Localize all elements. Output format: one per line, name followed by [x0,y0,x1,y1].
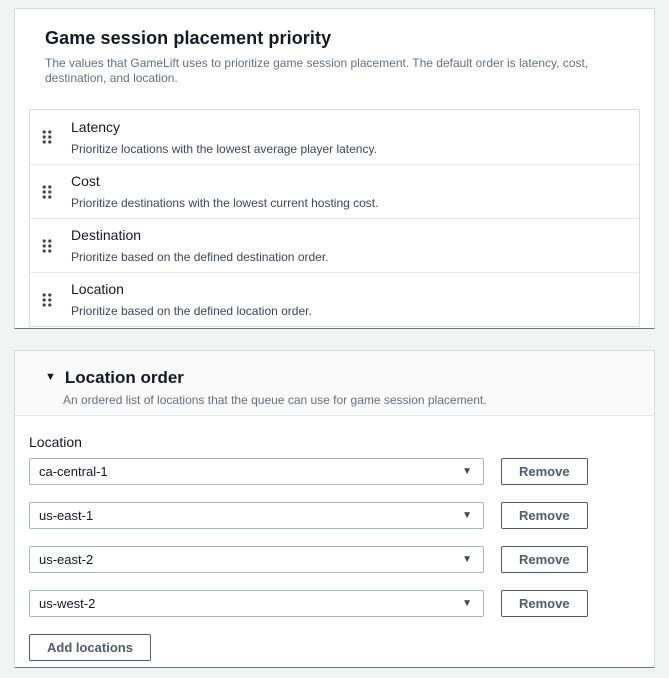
remove-button[interactable]: Remove [501,458,588,485]
priority-row-description: Prioritize destinations with the lowest current hosting cost. [71,196,379,210]
add-locations-button[interactable]: Add locations [29,634,151,661]
priority-row-latency[interactable] [30,110,639,164]
remove-button[interactable]: Remove [501,502,588,529]
drag-handle-icon[interactable] [42,185,52,199]
location-select[interactable] [29,590,484,617]
expand-caret-icon[interactable]: ▼ [45,370,56,383]
priority-row-description: Prioritize based on the defined destination order. [71,250,329,264]
remove-button[interactable]: Remove [501,546,588,573]
location-select-value: us-east-1 [39,508,94,523]
location-row [29,590,640,617]
location-order-card [14,350,655,668]
dropdown-caret-icon[interactable]: ▼ [462,510,472,521]
priority-row-text [71,173,625,210]
drag-handle-icon[interactable] [42,293,52,307]
location-order-content [15,416,654,675]
location-order-title: Location order [64,368,184,387]
dropdown-caret-icon[interactable]: ▼ [462,598,472,609]
location-field-label: Location [29,434,82,450]
priority-card-description: The values that GameLift uses to prioritize game session placement. The default order is latency, cost, destination, and location. [45,56,589,85]
location-select[interactable] [29,458,484,485]
priority-row-text [71,227,625,264]
priority-row-destination[interactable] [30,218,639,272]
priority-row-label: Location [71,281,124,297]
location-select[interactable] [29,546,484,573]
location-select-value: us-east-2 [39,552,94,567]
location-select-value: ca-central-1 [39,464,108,479]
drag-handle-icon[interactable] [42,130,52,144]
priority-card-title: Game session placement priority [45,28,332,48]
remove-button[interactable]: Remove [501,590,588,617]
location-order-toggle[interactable] [29,368,640,388]
location-row [29,502,640,529]
priority-row-location[interactable] [30,272,639,326]
priority-row-description: Prioritize based on the defined location order. [71,304,312,318]
priority-row-label: Latency [71,118,121,135]
priority-row-text [71,281,625,318]
location-order-header [15,351,654,416]
drag-handle-icon[interactable] [42,239,52,253]
location-order-description: An ordered list of locations that the queue can use for game session placement. [63,393,487,407]
priority-card [14,8,655,329]
dropdown-caret-icon[interactable]: ▼ [462,466,472,477]
priority-row-description: Prioritize locations with the lowest average player latency. [71,141,377,156]
priority-row-label: Cost [71,173,100,189]
priority-list [29,109,640,327]
location-row [29,458,640,485]
location-select-value: us-west-2 [39,596,96,611]
dropdown-caret-icon[interactable]: ▼ [462,554,472,565]
priority-row-text [71,119,625,156]
location-select[interactable] [29,502,484,529]
location-row [29,546,640,573]
priority-row-label: Destination [71,227,142,243]
priority-row-cost[interactable] [30,164,639,218]
